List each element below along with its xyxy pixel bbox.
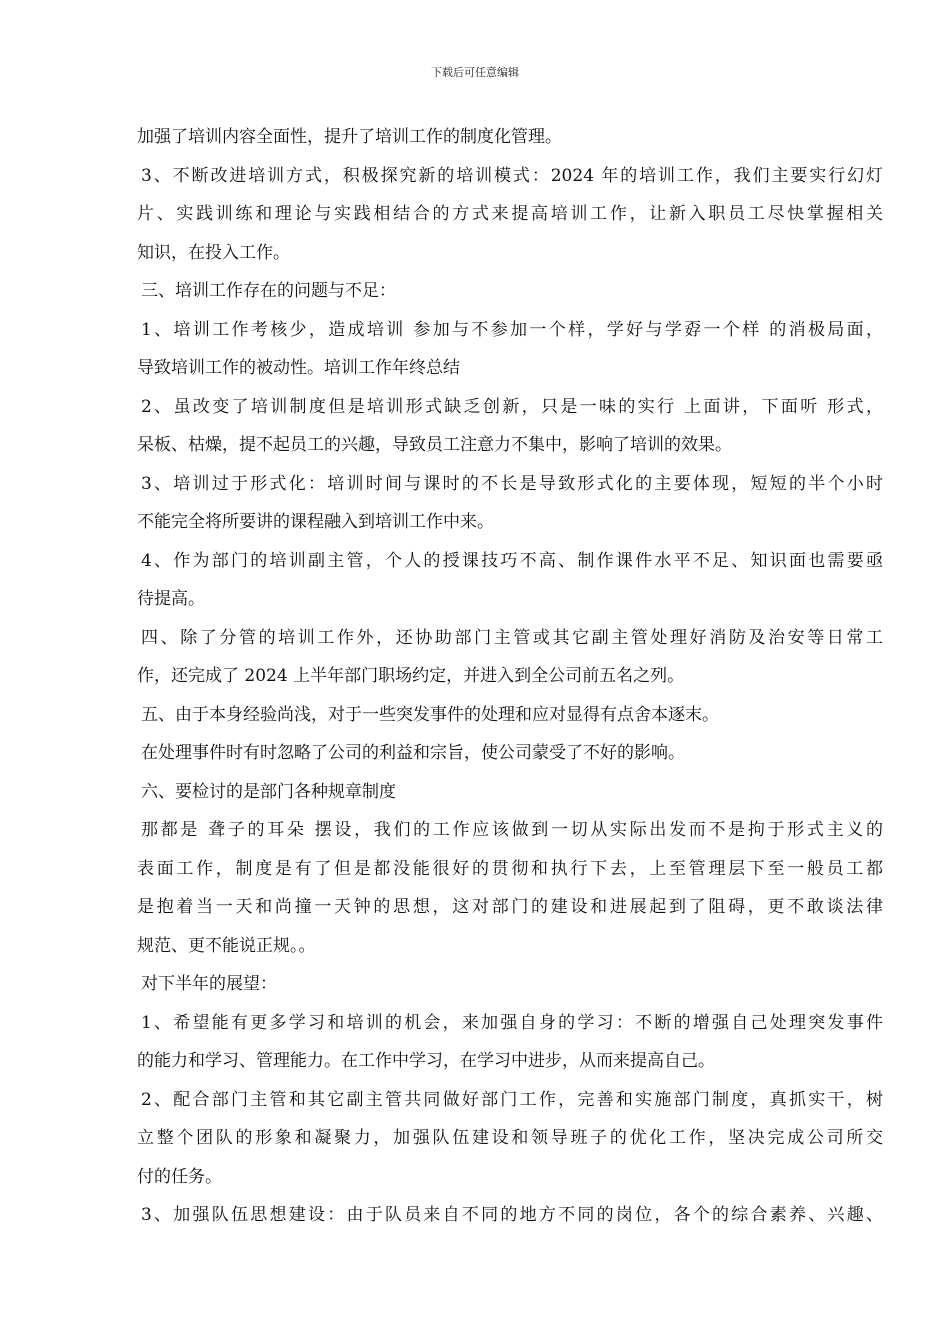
text-line: 3、不断改进培训方式，积极探究新的培训模式：2024 年的培训工作，我们主要实行幻灯: [141, 165, 883, 186]
text-line: 3、培训过于形式化：培训时间与课时的不长是导致形式化的主要体现，短短的半个小时: [141, 473, 883, 494]
text-line: 三、培训工作存在的问题与不足：: [141, 281, 396, 301]
text-line: 4、作为部门的培训副主管，个人的授课技巧不高、制作课件水平不足、知识面也需要亟: [141, 550, 883, 571]
text-line: 在处理事件时有时忽略了公司的利益和宗旨，使公司蒙受了不好的影响。: [141, 743, 685, 763]
text-line: 立整个团队的形象和凝聚力，加强队伍建设和领导班子的优化工作，坚决完成公司所交: [137, 1128, 883, 1148]
text-line: 表面工作，制度是有了但是都没能很好的贯彻和执行下去，上至管理层下至一般员工都: [137, 858, 883, 879]
text-line: 不能完全将所要讲的课程融入到培训工作中来。: [137, 512, 494, 532]
text-line: 2、虽改变了培训制度但是培训形式缺乏创新，只是一味的实行 上面讲，下面听 形式，: [141, 396, 883, 417]
text-line: 1、培训工作考核少，造成培训 参加与不参加一个样，学好与学孬一个样 的消极局面，: [141, 319, 883, 340]
text-line: 那都是 聋子的耳朵 摆设，我们的工作应该做到一切从实际出发而不是拘于形式主义的: [141, 820, 883, 840]
text-line: 1、希望能有更多学习和培训的机会，来加强自身的学习：不断的增强自己处理突发事件: [141, 1012, 883, 1033]
text-line: 待提高。: [137, 589, 205, 609]
text-line: 的能力和学习、管理能力。在工作中学习，在学习中进步，从而来提高自己。: [137, 1051, 715, 1071]
text-line: 五、由于本身经验尚浅，对于一些突发事件的处理和应对显得有点舍本逐末。: [141, 704, 719, 725]
text-line: 对下半年的展望：: [141, 974, 277, 994]
page-header: 下载后可任意编辑: [431, 66, 519, 79]
text-line: 付的任务。: [137, 1166, 222, 1187]
text-line: 六、要检讨的是部门各种规章制度: [141, 781, 396, 802]
text-line: 导致培训工作的被动性。培训工作年终总结: [137, 358, 460, 378]
text-line: 是抱着当一天和尚撞一天钟的思想，这对部门的建设和进展起到了阻碍，更不敢谈法律: [137, 897, 883, 917]
text-line: 知识，在投入工作。: [137, 242, 290, 263]
document-body: [137, 118, 883, 1235]
text-line: 加强了培训内容全面性，提升了培训工作的制度化管理。: [137, 127, 562, 147]
text-line: 呆板、枯燥，提不起员工的兴趣，导致员工注意力不集中，影响了培训的效果。: [137, 435, 732, 455]
text-line: 作，还完成了 2024 上半年部门职场约定，并进入到全公司前五名之列。: [137, 666, 685, 686]
text-line: 片、实践训练和理论与实践相结合的方式来提高培训工作，让新入职员工尽快掌握相关: [137, 204, 883, 224]
text-line: 四、除了分管的培训工作外，还协助部门主管或其它副主管处理好消防及治安等日常工: [141, 627, 883, 648]
text-line: 规范、更不能说正规。。: [137, 935, 316, 956]
text-line: 3、加强队伍思想建设：由于队员来自不同的地方不同的岗位，各个的综合素养、兴趣、: [141, 1205, 883, 1225]
text-line: 2、配合部门主管和其它副主管共同做好部门工作，完善和实施部门制度，真抓实干，树: [141, 1089, 883, 1110]
